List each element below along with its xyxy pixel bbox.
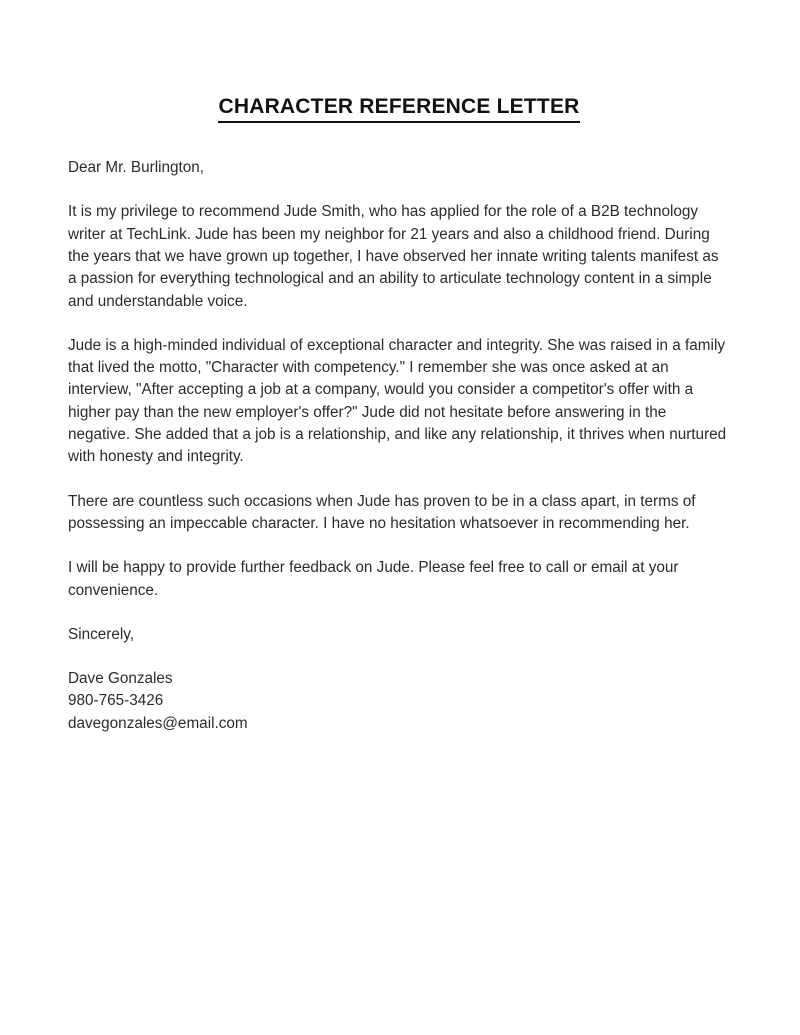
body-paragraph-2: Jude is a high-minded individual of exceptional character and integrity. She was raised in a family that lived the motto, "Character with competency." I remember she was once asked at an interview, "After accepting a job at a company, would you consider a competitor's offer with a higher pay than the new employer's offer?" Jude did not hesitate before answering in the negative. She added that a job is a relationship, and like any relationship, it thrives when nurtured with honesty and integrity. xyxy=(68,336,727,466)
page-title-text: CHARACTER REFERENCE LETTER xyxy=(218,95,579,123)
signer-email: davegonzales@email.com xyxy=(68,714,248,732)
body-paragraph-4: I will be happy to provide further feedback on Jude. Please feel free to call or email at your convenience. xyxy=(68,559,679,599)
letter-content xyxy=(68,0,730,735)
signature-block xyxy=(68,646,730,735)
signer-name: Dave Gonzales xyxy=(68,670,173,688)
body-paragraph-1: It is my privilege to recommend Jude Smith, who has applied for the role of a B2B technology writer at TechLink. Jude has been my neighbor for 21 years and also a childhood friend. During the years that we have grown up together, I have observed her innate writing talents manifest as a passion for everything technological and an ability to articulate technology content in a simple and understandable voice. xyxy=(68,203,719,310)
page-title xyxy=(68,0,730,123)
body-paragraph-3: There are countless such occasions when Jude has proven to be in a class apart, in terms of possessing an impeccable character. I have no hesitation whatsoever in recommending her. xyxy=(68,492,696,532)
signer-phone: 980-765-3426 xyxy=(68,692,164,710)
closing-salutation: Sincerely, xyxy=(68,625,135,643)
salutation: Dear Mr. Burlington, xyxy=(68,159,205,177)
